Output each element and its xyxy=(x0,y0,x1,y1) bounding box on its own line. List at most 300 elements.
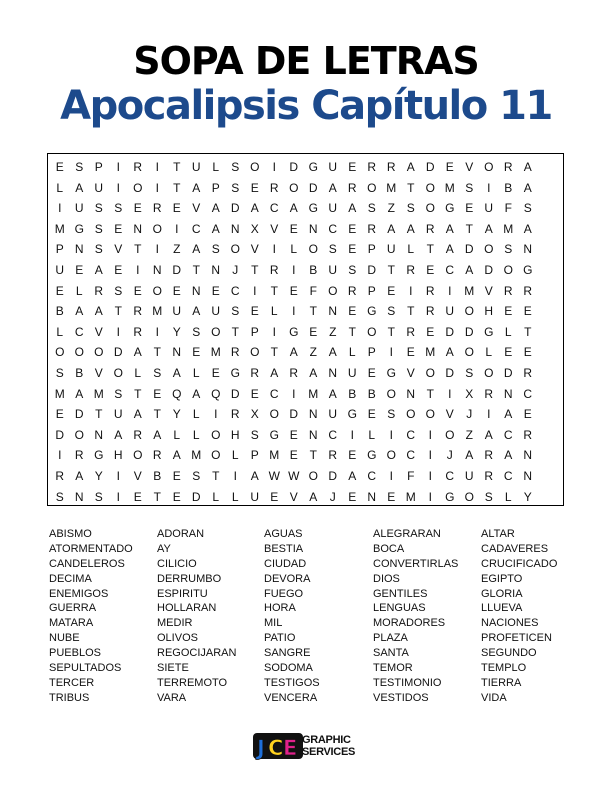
grid-letter: L xyxy=(56,324,64,339)
grid-letter: R xyxy=(406,324,416,339)
grid-letter: C xyxy=(191,221,201,236)
grid-letter: E xyxy=(172,201,181,216)
grid-letter: S xyxy=(114,283,123,298)
grid-letter: C xyxy=(503,468,513,483)
grid-letter: E xyxy=(211,365,220,380)
grid-letter: E xyxy=(445,160,454,174)
grid-letter: I xyxy=(272,324,276,339)
grid-letter: M xyxy=(503,221,514,236)
grid-letter: P xyxy=(250,324,259,339)
word-column xyxy=(481,527,581,706)
word-item: VENCERA xyxy=(264,691,318,704)
word-item: AY xyxy=(157,542,171,555)
word-item: TRIBUS xyxy=(49,691,90,704)
word-item: BOCA xyxy=(373,542,405,555)
grid-letter: D xyxy=(191,489,201,504)
grid-letter: F xyxy=(309,283,317,298)
grid-letter: E xyxy=(465,201,474,216)
grid-letter: M xyxy=(54,221,65,236)
word-item: MORADORES xyxy=(373,617,446,630)
grid-letter: Y xyxy=(172,324,181,339)
grid-letter: O xyxy=(133,448,143,463)
grid-letter: N xyxy=(523,242,533,257)
grid-letter: Z xyxy=(309,345,317,360)
grid-letter: O xyxy=(211,448,221,463)
grid-letter: S xyxy=(250,427,259,442)
grid-letter: E xyxy=(523,345,532,360)
word-item: LENGUAS xyxy=(373,602,426,615)
grid-letter: R xyxy=(425,283,435,298)
grid-letter: D xyxy=(308,180,318,195)
grid-letter: G xyxy=(347,407,357,422)
grid-letter: R xyxy=(406,262,416,277)
svg-text:J: J xyxy=(257,736,265,760)
word-item: DIOS xyxy=(373,572,400,585)
grid-letter: J xyxy=(232,262,239,277)
grid-letter: O xyxy=(484,160,494,174)
grid-letter: T xyxy=(426,386,434,401)
grid-letter: O xyxy=(484,242,494,257)
grid-letter: R xyxy=(523,427,533,442)
grid-letter: E xyxy=(348,160,357,174)
grid-letter: R xyxy=(523,283,533,298)
grid-letter: U xyxy=(250,489,260,504)
grid-letter: S xyxy=(192,468,201,483)
grid-letter: S xyxy=(94,489,103,504)
grid-letter: I xyxy=(233,468,237,483)
grid-letter: V xyxy=(406,365,415,380)
grid-letter: E xyxy=(55,407,64,422)
grid-letter: E xyxy=(270,489,279,504)
grid-letter: S xyxy=(55,489,64,504)
grid-letter: D xyxy=(445,324,455,339)
grid-letter: T xyxy=(465,221,473,236)
grid-letter: A xyxy=(250,468,259,483)
grid-letter: O xyxy=(425,407,435,422)
grid-letter: E xyxy=(55,160,64,174)
grid-letter: G xyxy=(230,365,240,380)
grid-letter: P xyxy=(367,242,376,257)
grid-letter: I xyxy=(214,407,218,422)
grid-letter: R xyxy=(484,468,494,483)
grid-letter: L xyxy=(192,407,200,422)
grid-letter: O xyxy=(250,160,260,174)
grid-letter: J xyxy=(466,407,473,422)
grid-letter: I xyxy=(428,448,432,463)
grid-letter: O xyxy=(133,180,143,195)
grid-letter: R xyxy=(367,160,377,174)
grid-letter: X xyxy=(250,407,259,422)
grid-letter: A xyxy=(94,262,103,277)
grid-letter: T xyxy=(153,407,161,422)
page-subtitle: Apocalipsis Capítulo 11 xyxy=(60,83,552,129)
grid-letter: O xyxy=(308,468,318,483)
grid-letter: H xyxy=(113,448,123,463)
grid-letter: T xyxy=(407,180,415,195)
word-item: TERCER xyxy=(49,676,95,689)
grid-letter: L xyxy=(173,427,181,442)
grid-letter: G xyxy=(484,324,494,339)
word-item: SANTA xyxy=(373,647,409,660)
grid-letter: N xyxy=(74,242,84,257)
grid-letter: A xyxy=(445,345,454,360)
grid-letter: S xyxy=(94,201,103,216)
word-item: BESTIA xyxy=(264,542,304,555)
logo-line-services: SERVICES xyxy=(302,746,356,758)
grid-letter: A xyxy=(75,304,84,319)
grid-letter: I xyxy=(58,448,62,463)
grid-letter: I xyxy=(448,386,452,401)
word-item: MIL xyxy=(264,617,283,630)
grid-letter: G xyxy=(386,365,396,380)
grid-letter: T xyxy=(387,262,395,277)
grid-letter: E xyxy=(348,242,357,257)
grid-letter: E xyxy=(426,262,435,277)
grid-row xyxy=(48,445,563,466)
grid-letter: O xyxy=(445,427,455,442)
grid-letter: S xyxy=(328,242,337,257)
grid-letter: N xyxy=(172,345,182,360)
grid-letter: B xyxy=(348,386,357,401)
grid-letter: N xyxy=(152,262,162,277)
grid-letter: L xyxy=(504,489,512,504)
grid-letter: S xyxy=(367,201,376,216)
word-item: LLUEVA xyxy=(481,602,523,615)
grid-letter: L xyxy=(504,324,512,339)
grid-letter: E xyxy=(523,407,532,422)
grid-letter: U xyxy=(328,201,338,216)
grid-letter: T xyxy=(134,242,142,257)
grid-letter: R xyxy=(74,448,84,463)
grid-letter: N xyxy=(328,365,338,380)
grid-letter: R xyxy=(230,407,240,422)
grid-letter: N xyxy=(523,468,533,483)
grid-letter: G xyxy=(445,489,455,504)
grid-letter: O xyxy=(386,448,396,463)
grid-letter: I xyxy=(116,489,120,504)
grid-letter: I xyxy=(292,262,296,277)
grid-letter: S xyxy=(231,160,240,174)
grid-letter: Y xyxy=(523,489,532,504)
grid-row xyxy=(48,281,563,302)
grid-letter: P xyxy=(367,345,376,360)
grid-letter: L xyxy=(270,304,278,319)
grid-row xyxy=(48,363,563,384)
grid-letter: D xyxy=(445,365,455,380)
grid-letter: T xyxy=(173,180,181,195)
grid-letter: P xyxy=(94,160,103,174)
grid-letter: C xyxy=(230,283,240,298)
word-column xyxy=(373,527,481,706)
grid-letter: A xyxy=(523,221,532,236)
grid-row xyxy=(48,157,563,178)
grid-letter: R xyxy=(133,160,143,174)
grid-letter: E xyxy=(289,283,298,298)
grid-letter: I xyxy=(58,201,62,216)
grid-row xyxy=(48,178,563,199)
grid-letter: G xyxy=(308,201,318,216)
grid-letter: E xyxy=(289,427,298,442)
grid-letter: R xyxy=(484,386,494,401)
grid-letter: N xyxy=(308,407,318,422)
grid-letter: Q xyxy=(172,386,182,401)
grid-letter: L xyxy=(75,283,83,298)
word-item: DECIMA xyxy=(49,572,92,585)
grid-letter: R xyxy=(347,180,357,195)
grid-letter: E xyxy=(504,304,513,319)
grid-letter: A xyxy=(270,365,279,380)
grid-letter: N xyxy=(367,489,377,504)
grid-letter: E xyxy=(250,386,259,401)
grid-letter: R xyxy=(503,283,513,298)
grid-letter: A xyxy=(172,365,181,380)
grid-letter: U xyxy=(386,242,396,257)
grid-letter: U xyxy=(191,160,201,174)
grid-letter: M xyxy=(152,304,163,319)
grid-letter: L xyxy=(192,365,200,380)
word-item: REGOCIJARAN xyxy=(157,647,237,660)
grid-letter: I xyxy=(428,468,432,483)
grid-letter: F xyxy=(407,468,415,483)
grid-letter: S xyxy=(55,365,64,380)
grid-letter: T xyxy=(231,324,239,339)
grid-letter: S xyxy=(387,304,396,319)
grid-letter: L xyxy=(231,448,239,463)
word-item: DEVORA xyxy=(264,572,311,585)
grid-letter: T xyxy=(348,324,356,339)
grid-letter: A xyxy=(114,427,123,442)
grid-letter: G xyxy=(367,304,377,319)
grid-letter: I xyxy=(136,262,140,277)
grid-letter: I xyxy=(389,468,393,483)
grid-letter: I xyxy=(350,427,354,442)
grid-letter: D xyxy=(55,427,65,442)
grid-letter: E xyxy=(348,448,357,463)
grid-letter: V xyxy=(250,242,259,257)
grid-letter: S xyxy=(484,489,493,504)
grid-letter: N xyxy=(523,448,533,463)
grid-letter: E xyxy=(250,180,259,195)
grid-letter: G xyxy=(308,160,318,174)
grid-letter: E xyxy=(133,489,142,504)
grid-letter: I xyxy=(175,221,179,236)
grid-letter: E xyxy=(309,324,318,339)
grid-letter: R xyxy=(230,345,240,360)
grid-letter: E xyxy=(504,345,513,360)
grid-letter: C xyxy=(445,262,455,277)
word-item: SEGUNDO xyxy=(481,647,537,660)
grid-letter: R xyxy=(152,448,162,463)
grid-letter: E xyxy=(387,489,396,504)
logo-wordmark xyxy=(302,734,355,758)
grid-letter: R xyxy=(94,283,104,298)
word-item: TERREMOTO xyxy=(157,676,228,689)
grid-letter: E xyxy=(114,221,123,236)
grid-letter: C xyxy=(406,427,416,442)
grid-letter: S xyxy=(231,180,240,195)
grid-letter: A xyxy=(192,304,201,319)
grid-letter: A xyxy=(484,221,493,236)
grid-letter: M xyxy=(93,386,104,401)
grid-letter: O xyxy=(74,427,84,442)
grid-letter: R xyxy=(367,221,377,236)
grid-letter: O xyxy=(464,304,474,319)
word-item: PUEBLOS xyxy=(49,647,101,660)
grid-letter: S xyxy=(406,201,415,216)
grid-letter: L xyxy=(212,489,220,504)
grid-letter: O xyxy=(94,345,104,360)
grid-letter: I xyxy=(116,468,120,483)
grid-letter: L xyxy=(134,365,142,380)
grid-letter: I xyxy=(272,242,276,257)
grid-letter: D xyxy=(230,386,240,401)
jce-logo xyxy=(252,730,362,762)
grid-letter: C xyxy=(328,221,338,236)
grid-letter: A xyxy=(348,468,357,483)
grid-row xyxy=(48,219,563,240)
grid-letter: V xyxy=(114,242,123,257)
grid-letter: I xyxy=(428,427,432,442)
word-item: TESTIMONIO xyxy=(373,676,442,689)
grid-letter: O xyxy=(74,345,84,360)
grid-row xyxy=(48,239,563,260)
grid-letter: C xyxy=(328,427,338,442)
grid-letter: O xyxy=(289,180,299,195)
grid-letter: S xyxy=(75,160,84,174)
grid-letter: Z xyxy=(173,242,181,257)
grid-letter: T xyxy=(524,324,532,339)
grid-letter: N xyxy=(308,427,318,442)
grid-letter: O xyxy=(152,283,162,298)
grid-letter: A xyxy=(504,448,513,463)
grid-letter: O xyxy=(250,345,260,360)
grid-letter: D xyxy=(464,242,474,257)
grid-letter: C xyxy=(269,201,279,216)
grid-letter: D xyxy=(367,262,377,277)
word-item: VIDA xyxy=(481,691,507,704)
letter-grid xyxy=(47,153,564,506)
grid-letter: A xyxy=(75,386,84,401)
grid-letter: S xyxy=(114,386,123,401)
grid-letter: M xyxy=(405,489,416,504)
grid-letter: D xyxy=(464,324,474,339)
grid-letter: A xyxy=(192,242,201,257)
grid-letter: O xyxy=(308,242,318,257)
grid-letter: B xyxy=(367,386,376,401)
grid-letter: I xyxy=(487,407,491,422)
grid-letter: O xyxy=(425,180,435,195)
grid-letter: B xyxy=(504,180,513,195)
grid-letter: L xyxy=(192,427,200,442)
grid-letter: R xyxy=(133,304,143,319)
grid-letter: I xyxy=(409,283,413,298)
grid-letter: D xyxy=(503,365,513,380)
grid-letter: P xyxy=(367,283,376,298)
grid-letter: O xyxy=(113,365,123,380)
svg-text:E: E xyxy=(283,736,298,760)
grid-letter: Z xyxy=(387,201,395,216)
grid-letter: G xyxy=(269,427,279,442)
grid-letter: R xyxy=(503,160,513,174)
grid-letter: O xyxy=(503,262,513,277)
grid-letter: A xyxy=(328,180,337,195)
grid-letter: V xyxy=(133,468,142,483)
grid-row xyxy=(48,404,563,425)
grid-letter: A xyxy=(504,407,513,422)
grid-letter: A xyxy=(406,160,415,174)
grid-letter: T xyxy=(407,304,415,319)
grid-letter: E xyxy=(55,283,64,298)
word-item: GUERRA xyxy=(49,602,97,615)
grid-letter: R xyxy=(523,365,533,380)
grid-letter: G xyxy=(445,201,455,216)
grid-letter: E xyxy=(133,201,142,216)
grid-letter: T xyxy=(95,407,103,422)
grid-letter: A xyxy=(133,345,142,360)
grid-letter: L xyxy=(212,160,220,174)
grid-letter: X xyxy=(465,386,474,401)
word-item: CIUDAD xyxy=(264,557,307,570)
grid-letter: O xyxy=(406,407,416,422)
grid-row xyxy=(48,322,563,343)
grid-letter: A xyxy=(348,201,357,216)
grid-letter: A xyxy=(289,345,298,360)
grid-letter: I xyxy=(389,427,393,442)
word-item: FUEGO xyxy=(264,587,304,600)
word-item: HORA xyxy=(264,602,296,615)
grid-letter: E xyxy=(348,489,357,504)
grid-letter: B xyxy=(55,304,64,319)
word-column xyxy=(157,527,264,706)
grid-letter: I xyxy=(389,345,393,360)
grid-letter: M xyxy=(210,345,221,360)
grid-letter: F xyxy=(504,201,512,216)
grid-letter: U xyxy=(172,304,182,319)
grid-row xyxy=(48,260,563,281)
grid-letter: A xyxy=(250,201,259,216)
grid-letter: S xyxy=(153,365,162,380)
grid-letter: O xyxy=(425,201,435,216)
grid-letter: T xyxy=(387,324,395,339)
grid-letter: D xyxy=(289,160,299,174)
word-item: CILICIO xyxy=(157,557,197,570)
jce-logo-mark xyxy=(252,730,304,762)
grid-letter: U xyxy=(464,468,474,483)
grid-letter: I xyxy=(155,242,159,257)
grid-letter: T xyxy=(309,448,317,463)
grid-letter: A xyxy=(289,201,298,216)
word-item: NUBE xyxy=(49,632,80,645)
grid-letter: E xyxy=(192,345,201,360)
grid-row xyxy=(48,466,563,487)
grid-letter: E xyxy=(75,262,84,277)
grid-letter: N xyxy=(230,221,240,236)
grid-letter: A xyxy=(465,262,474,277)
word-item: TEMPLO xyxy=(481,662,527,675)
grid-row xyxy=(48,425,563,446)
word-item: SANGRE xyxy=(264,647,311,660)
grid-letter: A xyxy=(328,386,337,401)
grid-letter: R xyxy=(484,448,494,463)
word-item: VARA xyxy=(157,691,187,704)
grid-row xyxy=(48,342,563,363)
grid-letter: I xyxy=(428,489,432,504)
grid-letter: T xyxy=(251,262,259,277)
grid-letter: C xyxy=(406,448,416,463)
grid-letter: D xyxy=(172,262,182,277)
grid-letter: T xyxy=(153,489,161,504)
grid-letter: E xyxy=(172,468,181,483)
